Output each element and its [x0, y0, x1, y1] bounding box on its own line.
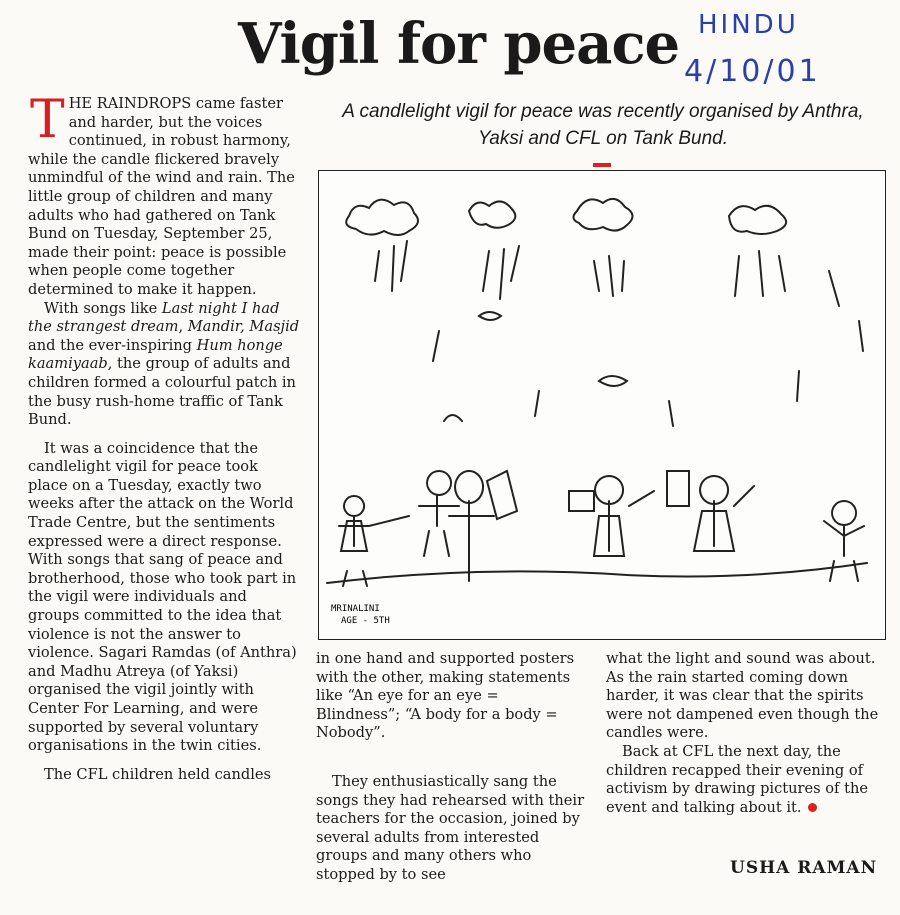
child-drawing: [318, 170, 886, 640]
figure-5: [667, 471, 754, 551]
paragraph-1-text: HE RAINDROPS came faster and harder, but the voices continued, in robust harmony, while the candle flickered bravely unmindful of the wind and rain. The little group of children and many adults who had gathered on Tank Bund on Tuesday, September 25, made their point: peace is possible when people come together determined to make it happen.: [28, 95, 295, 298]
byline: USHA RAMAN: [730, 858, 878, 878]
song-title: Hum honge kaamiyaab: [28, 336, 283, 373]
text-run: , the group of adults and children formed a colourful patch in the busy rush-home traffic of Tank Bund.: [28, 355, 296, 429]
ground-line: [327, 563, 867, 583]
song-title: Mandir, Masjid: [187, 318, 300, 336]
cloud-3: [573, 199, 632, 231]
candle-flame-1: [444, 312, 627, 421]
paragraph-8: [606, 743, 886, 817]
cloud-2: [469, 201, 515, 227]
paragraph-2: [28, 300, 300, 430]
figure-4: [569, 476, 654, 556]
headline: Vigil for peace: [238, 11, 680, 77]
subhead: A candlelight vigil for peace was recently organised by Anthra, Yaksi and CFL on Tank Bund.: [342, 101, 864, 149]
paragraph-3: It was a coincidence that the candlelight vigil for peace took place on a Tuesday, exactly two weeks after the attack on the World Trade Centre, but the sentiments expressed were a direct response. With songs that sang of peace and brotherhood, those who took part in the vigil were individuals and groups committed to the idea that violence is not the answer to violence. Sagari Ramdas (of Anthra) and Madhu Atreya (of Yaksi) organised the vigil jointly with Center For Learning, and were supported by several voluntary organisations in the twin cities.: [28, 439, 297, 755]
red-marker: [593, 163, 611, 167]
text-run: With songs like: [44, 299, 162, 317]
cloud-1: [346, 200, 418, 235]
paragraph-8-text: Back at CFL the next day, the children recapped their evening of activism by drawing pictures of the event and talking about it.: [606, 742, 868, 816]
handwritten-paper-name: HINDU: [698, 10, 799, 40]
paragraph-5: in one hand and supported posters with the other, making statements like “An eye for an eye = Blindness”; “A body for a body = Nobody”.: [316, 650, 575, 742]
figure-2: [419, 471, 459, 556]
rain-lines: [375, 241, 863, 426]
figure-1: [339, 496, 409, 586]
column-2: [316, 650, 586, 885]
text-run: and the ever-inspiring: [28, 336, 197, 354]
text-run: ,: [178, 318, 188, 336]
artist-age: AGE - 5TH: [341, 616, 390, 626]
column-3: [606, 650, 886, 817]
paragraph-6: They enthusiastically sang the songs they had rehearsed with their teachers for the occasion, joined by several adults from interested groups and many others who stopped by to see: [316, 772, 585, 883]
end-mark: [808, 803, 817, 812]
artist-name: MRINALINI: [331, 604, 380, 614]
song-title: Last night I had the strangest dream: [28, 299, 280, 336]
paragraph-7: what the light and sound was about. As the rain started coming down harder, it was clear that the spirits were not dampened even though the candles were.: [606, 650, 879, 742]
handwritten-date: 4/10/01: [684, 54, 821, 89]
column-1: [28, 90, 300, 784]
drop-cap: T: [30, 90, 65, 150]
paragraph-4: The CFL children held candles: [44, 765, 272, 783]
cloud-4: [729, 206, 786, 234]
figure-3: [449, 471, 517, 581]
figure-6: [824, 501, 864, 581]
paragraph-1: [28, 90, 300, 300]
drawing-illustration: [319, 171, 885, 639]
